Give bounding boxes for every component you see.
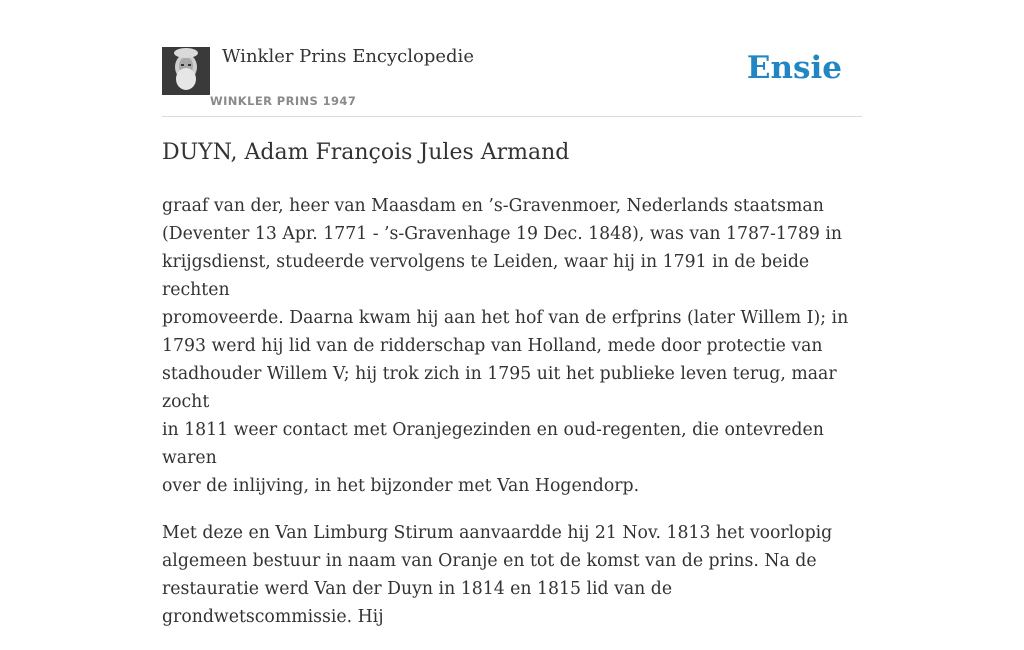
source-header: [162, 44, 862, 117]
article-body: [162, 192, 862, 650]
bearded-man-portrait-icon: [162, 47, 210, 95]
page: [162, 0, 862, 627]
avatar[interactable]: [162, 47, 210, 95]
article-paragraph: Met deze en Van Limburg Stirum aanvaardde hij 21 Nov. 1813 het voorlopig algemeen bestuur in naam van Oranje en tot de komst van de prins. Na de restauratie werd Van der Duyn in 1814 en 1815 lid van de grondwetscommissie. Hij: [162, 523, 833, 627]
brand-logo[interactable]: Ensie: [746, 50, 842, 86]
article-title: DUYN, Adam François Jules Armand: [162, 140, 570, 165]
source-edition: WINKLER PRINS 1947: [210, 94, 357, 108]
article-paragraph: graaf van der, heer van Maasdam en ’s-Gravenmoer, Nederlands staatsman (Deventer 13 Apr. 1771 - ’s-Gravenhage 19 Dec. 1848), was van 1787-1789 in krijgsdienst, studeerde vervolgens te Leiden, waar hij in 1791 in de beide rechten promoveerde. Daarna kwam hij aan het hof van de erfprins (later Willem I); in 1793 werd hij lid van de ridderschap van Holland, mede door protectie van stadhouder Willem V; hij trok zich in 1795 uit het publieke leven terug, maar zocht in 1811 weer contact met Oranjegezinden en oud-regenten, die ontevreden waren over de inlijving, in het bijzonder met Van Hogendorp.: [162, 196, 849, 496]
source-title[interactable]: Winkler Prins Encyclopedie: [222, 46, 474, 67]
